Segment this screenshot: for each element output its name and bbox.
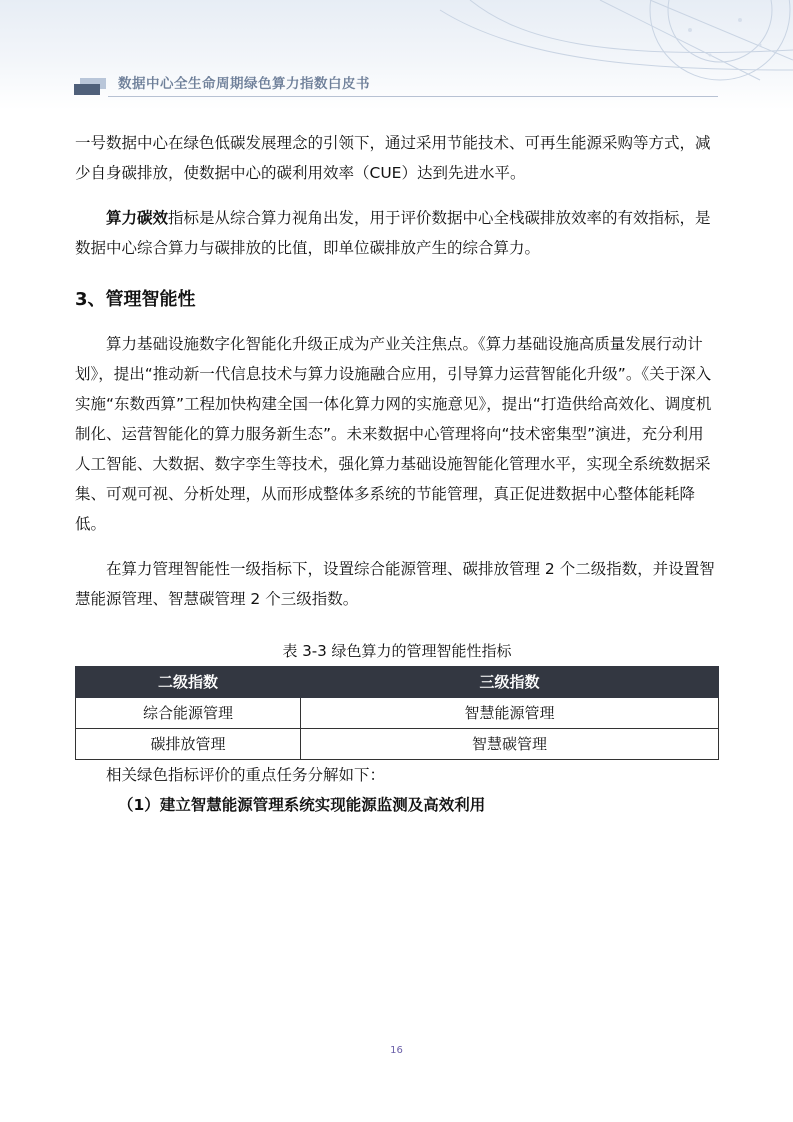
table-row xyxy=(76,729,719,760)
indicator-table xyxy=(75,666,719,760)
table-caption: 表 3-3 绿色算力的管理智能性指标 xyxy=(282,642,512,660)
table-cell: 智慧碳管理 xyxy=(301,729,719,760)
page-content xyxy=(75,128,719,820)
sub-heading: （1）建立智慧能源管理系统实现能源监测及高效利用 xyxy=(118,796,486,814)
table-header-row xyxy=(76,667,719,698)
table-row xyxy=(76,698,719,729)
table-cell: 综合能源管理 xyxy=(76,698,301,729)
column-header-level3: 三级指数 xyxy=(301,667,719,698)
page-number: 16 xyxy=(390,1045,403,1056)
header-title: 数据中心全生命周期绿色算力指数白皮书 xyxy=(118,76,370,92)
column-header-level2: 二级指数 xyxy=(76,667,301,698)
paragraph-carbon-efficiency xyxy=(75,203,719,263)
header-banner xyxy=(0,0,793,110)
table-cell: 碳排放管理 xyxy=(76,729,301,760)
term-carbon-efficiency: 算力碳效 xyxy=(106,209,169,227)
table-cell: 智慧能源管理 xyxy=(301,698,719,729)
header-decoration xyxy=(0,0,793,110)
paragraph-indicators: 在算力管理智能性一级指标下，设置综合能源管理、碳排放管理 2 个二级指数，并设置智慧能源管理、智慧碳管理 2 个三级指数。 xyxy=(75,560,715,608)
header-rule xyxy=(108,96,718,97)
header-mark-dark xyxy=(74,84,100,95)
section-heading: 3、管理智能性 xyxy=(75,289,196,310)
paragraph-management: 算力基础设施数字化智能化升级正成为产业关注焦点。《算力基础设施高质量发展行动计划》，提出“推动新一代信息技术与算力设施融合应用，引导算力运营智能化升级”。《关于深入实施“东数西算”工程加快构建全国一体化算力网的实施意见》，提出“打造供给高效化、调度机制化、运营智能化的算力服务新生态”。未来数据中心管理将向“技术密集型”演进，充分利用人工智能、大数据、数字孪生等技术，强化算力基础设施智能化管理水平，实现全系统数据采集、可观可视、分析处理，从而形成整体多系统的节能管理，真正促进数据中心整体能耗降低。 xyxy=(75,335,712,533)
paragraph-cue: 一号数据中心在绿色低碳发展理念的引领下，通过采用节能技术、可再生能源采购等方式，减少自身碳排放，使数据中心的碳利用效率（CUE）达到先进水平。 xyxy=(75,134,711,182)
paragraph-carbon-efficiency-text: 指标是从综合算力视角出发，用于评价数据中心全栈碳排放效率的有效指标，是数据中心综合算力与碳排放的比值，即单位碳排放产生的综合算力。 xyxy=(75,209,711,257)
paragraph-tasks: 相关绿色指标评价的重点任务分解如下： xyxy=(106,766,386,784)
